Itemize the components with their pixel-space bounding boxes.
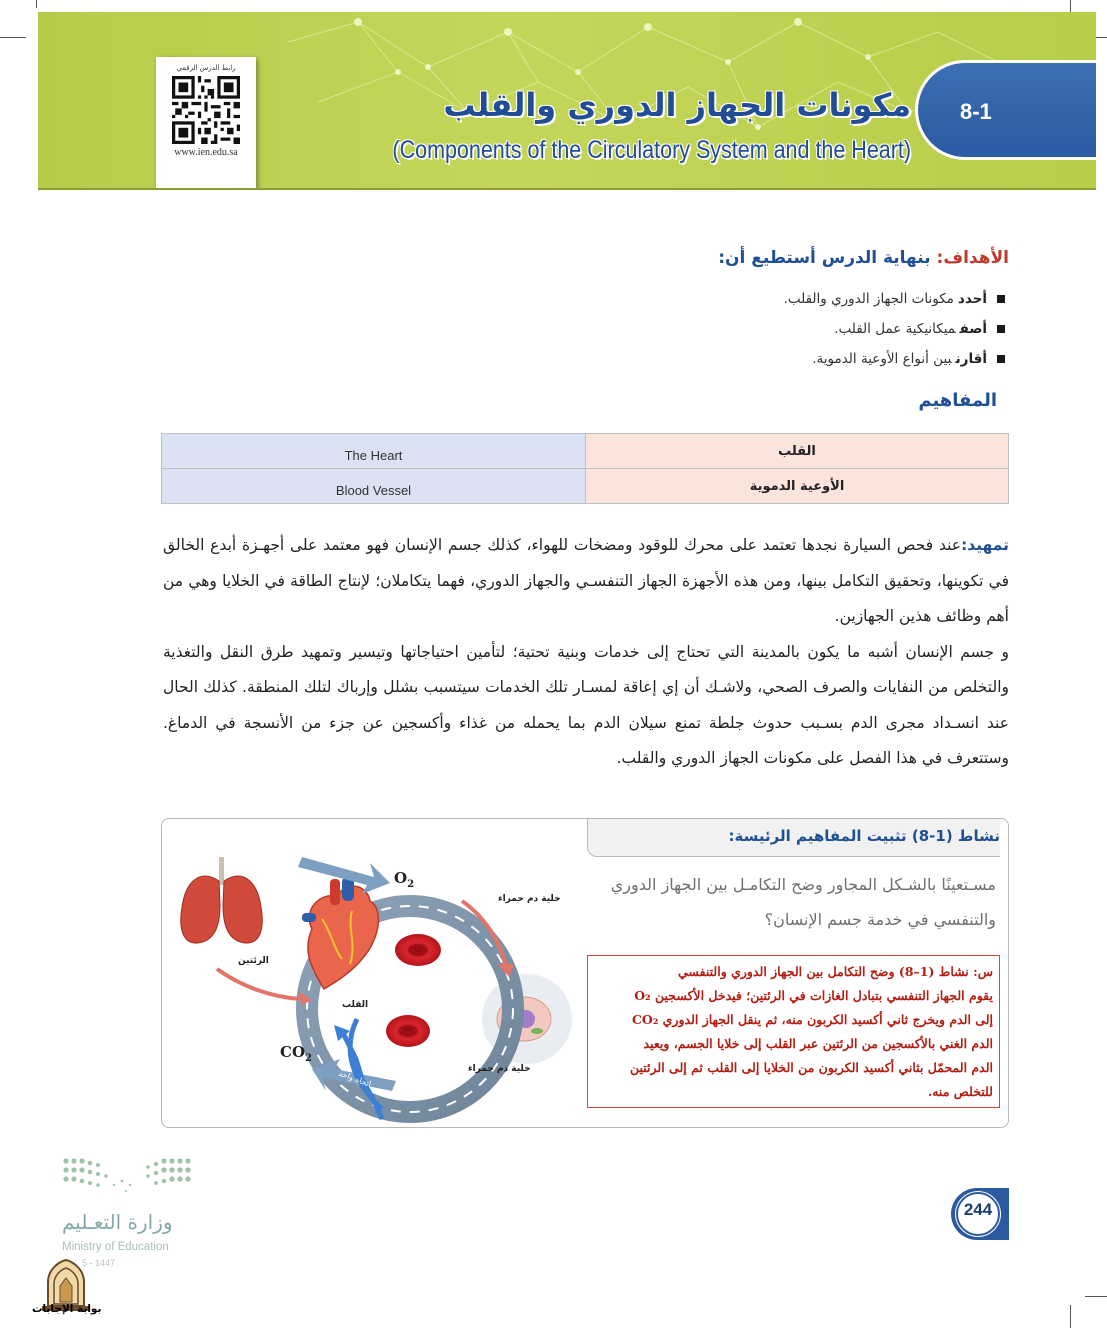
intro-paragraph: و جسم الإنسان أشبه ما يكون بالمدينة التي تحتاج إلى خدمات وبنية تحتية؛ لتأمين احتياجاتها وتيسير وتمهيد طرق النقل والتغذية والتخلص من النفايات والصرف الصحي، ولاشـك أن إي إعاقة لمسـار تلك الخدمات سيتسبب بشلل وإرباك لتلك المنطقة. كذلك الحال عند انسـداد مجرى الدم بسـبب حدوث جلطة تمنع سيلان الدم بما يحمله من غذاء وأكسجين عن جزء من الأنسجة في الدماغ. وستتعرف في هذا الفصل على مكونات الجهاز الدوري والقلب. — [163, 642, 1009, 767]
intro-label: تمهيد: — [961, 536, 1009, 554]
qr-card[interactable] — [156, 57, 256, 190]
intro-paragraph — [163, 528, 1009, 635]
bullet-square-icon — [997, 295, 1005, 303]
red-blood-cell-icon — [395, 934, 441, 966]
answer-line: س: نشاط (1–8) وضح التكامل بين الجهاز الدوري والتنفسي — [677, 964, 993, 979]
concept-ar-cell — [586, 469, 1009, 504]
objective-text: ميكانيكية عمل القلب. — [834, 321, 956, 337]
crop-mark — [36, 0, 37, 8]
objective-text: بين أنواع الأوعية الدموية. — [812, 351, 952, 367]
objectives-intro: بنهاية الدرس أستطيع أن: — [718, 248, 931, 268]
concept-ar: الأوعية الدموية — [749, 478, 845, 494]
objective-item — [718, 314, 1005, 344]
answer-line: للتخلص منه. — [927, 1084, 993, 1099]
objectives-heading — [718, 248, 1009, 268]
concepts-heading: المفاهيم — [918, 390, 997, 411]
red-cell-label-bottom: خلية دم حمراء — [468, 1064, 531, 1074]
objective-verb: أقارن — [955, 351, 987, 367]
answer-line: يقوم الجهاز التنفسي بتبادل الغازات في الرئتين؛ فيدخل الأكسجين O₂ — [634, 988, 993, 1003]
activity-question: مسـتعينًا بالشـكل المجاور وضح التكامـل بين الجهاز الدوري والتنفسي في خدمة جسم الإنسان؟ — [610, 875, 996, 929]
activity-title: نشاط (1-8) تثبيت المفاهيم الرئيسة: — [728, 827, 1000, 845]
qr-caption: رابط الدرس الرقمي — [176, 64, 236, 72]
table-row — [162, 434, 1009, 469]
one-way-label-top: اتجاه واحد — [296, 844, 332, 863]
page-number: 244 — [963, 1200, 993, 1219]
bullet-square-icon — [997, 355, 1005, 363]
qr-code-icon[interactable] — [172, 76, 240, 144]
activity-box — [161, 818, 1009, 1128]
intro-section — [163, 528, 1009, 777]
ministry-name-ar: وزارة التعـليم — [62, 1210, 173, 1234]
intro-text: عند فحص السيارة نجدها تعتمد على محرك للوقود ومضخات للهواء، كذلك جسم الإنسان فهو معتمد على أجهـزة أبدع الخالق في تكوينها، وتحقيق التكامل بينها، ومن هذه الأجهزة الجهاز التنفسـي والجهاز الدوري، فهما يتكاملان؛ لإنتاج الطاقة في الخلايا وهي من أهم وظائف هذين الجهازين. — [163, 536, 1009, 625]
unit-number-tab — [915, 60, 1096, 160]
lungs-label: الرئتين — [238, 956, 269, 966]
crop-mark — [0, 37, 26, 38]
lungs-icon — [181, 857, 262, 943]
objective-item — [718, 284, 1005, 314]
objective-text: مكونات الجهاز الدوري والقلب. — [783, 291, 954, 307]
concept-ar: القلب — [778, 443, 816, 459]
ministry-name-en: Ministry of Education — [62, 1241, 169, 1253]
edition-year: 5 - 1447 — [82, 1258, 116, 1268]
lesson-title-en: (Components of the Circulatory System and the Heart) — [392, 136, 911, 164]
bullet-square-icon — [997, 325, 1005, 333]
answer-line: إلى الدم ويخرج ثاني أكسيد الكربون منه، ثم ينقل الجهاز الدوري CO₂ — [631, 1012, 993, 1027]
circulation-diagram — [162, 819, 592, 1128]
o2-label: $O_2$ — [394, 869, 415, 890]
concept-en: The Heart — [162, 434, 586, 469]
answers-portal-text: بوابة الإجابات — [32, 1303, 102, 1315]
lesson-title-ar: مكونات الجهاز الدوري والقلب — [443, 86, 911, 124]
objectives-section — [718, 248, 1009, 374]
red-cell-label-top: خلية دم حمراء — [498, 894, 561, 904]
answer-box — [587, 955, 1000, 1108]
unit-number: 8-1 — [960, 99, 992, 124]
objective-item — [718, 344, 1005, 374]
objective-verb: أصف — [959, 321, 987, 337]
qr-url[interactable]: www.ien.edu.sa — [174, 147, 238, 158]
ministry-logo-icon — [60, 1155, 200, 1201]
objectives-label: الأهداف: — [936, 248, 1009, 268]
co2-label: $CO_2$ — [280, 1043, 312, 1064]
concept-ar-cell — [586, 434, 1009, 469]
table-row — [162, 469, 1009, 504]
crop-mark — [1085, 1296, 1107, 1297]
crop-mark — [1070, 1305, 1071, 1328]
concept-en: Blood Vessel — [162, 469, 586, 504]
concepts-table — [161, 433, 1009, 504]
one-way-label-bottom: اتجاه واحد — [337, 1068, 373, 1089]
answer-line: الدم الغني بالأكسجين من الرئتين عبر القلب إلى خلايا الجسم، ويعيد — [643, 1036, 993, 1051]
objective-verb: أحدد — [957, 291, 987, 307]
red-blood-cell-icon — [386, 1015, 430, 1047]
objectives-list — [718, 284, 1005, 374]
answer-line: الدم المحمّل بثاني أكسيد الكربون من الخلايا إلى القلب ثم إلى الرئتين — [629, 1060, 993, 1075]
heart-label: القلب — [342, 1000, 369, 1010]
